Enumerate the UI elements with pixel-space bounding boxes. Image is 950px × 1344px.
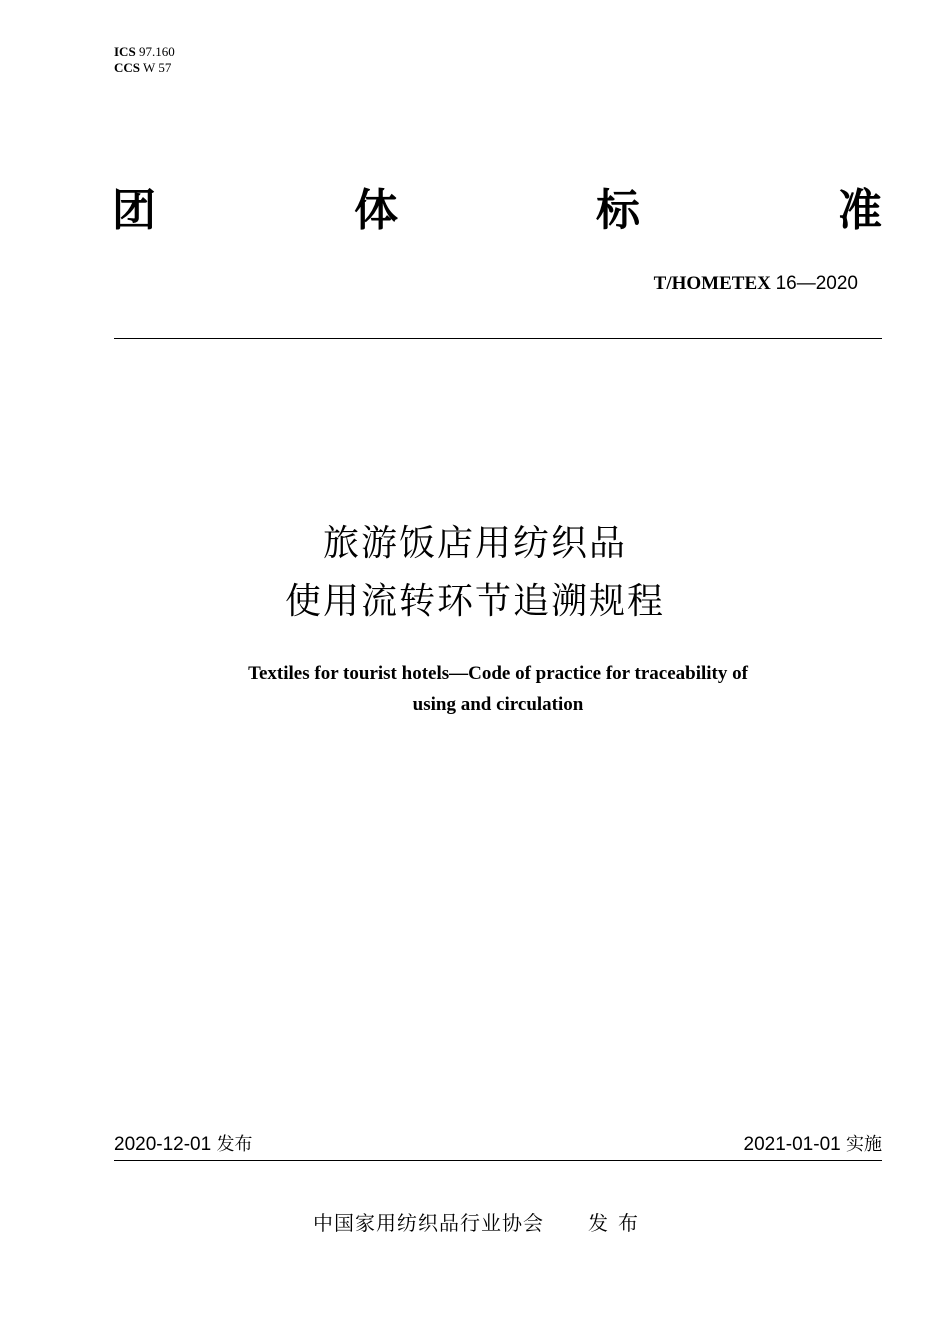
ics-code (114, 44, 175, 60)
issue-date (114, 1130, 252, 1156)
ccs-code (114, 60, 175, 76)
standard-number-prefix: T/HOMETEX (653, 273, 771, 294)
english-title-line-1: Textiles for tourist hotels—Code of practice for traceability of (248, 663, 748, 684)
standard-type-char: 体 (354, 185, 398, 236)
ics-label: ICS (114, 44, 136, 59)
ccs-label: CCS (114, 60, 141, 75)
standard-number (654, 273, 858, 295)
standard-type-char: 团 (112, 185, 156, 236)
publisher-name: 中国家用纺织品行业协会 (313, 1211, 544, 1235)
standard-type-heading (112, 183, 882, 239)
implementation-date-value: 2021-01-01 (743, 1134, 841, 1155)
classification-codes (114, 44, 175, 76)
chinese-title-line-2: 使用流转环节追溯规程 (284, 581, 665, 622)
top-divider (114, 338, 882, 339)
bottom-divider (114, 1160, 882, 1161)
ccs-value: W 57 (143, 60, 172, 75)
english-title-line-2: using and circulation (412, 694, 584, 715)
standard-number-value: 16—2020 (775, 273, 858, 294)
ics-value: 97.160 (138, 44, 175, 59)
issue-date-word: 发布 (216, 1134, 253, 1155)
issue-date-value: 2020-12-01 (114, 1134, 212, 1155)
implementation-date-word: 实施 (846, 1134, 882, 1155)
publisher-word: 发布 (588, 1211, 648, 1235)
implementation-date (744, 1130, 882, 1156)
publisher (313, 1207, 648, 1236)
standard-type-char: 标 (596, 185, 640, 236)
chinese-title-line-1: 旅游饭店用纺织品 (322, 523, 627, 564)
standard-type-char: 准 (838, 185, 882, 236)
